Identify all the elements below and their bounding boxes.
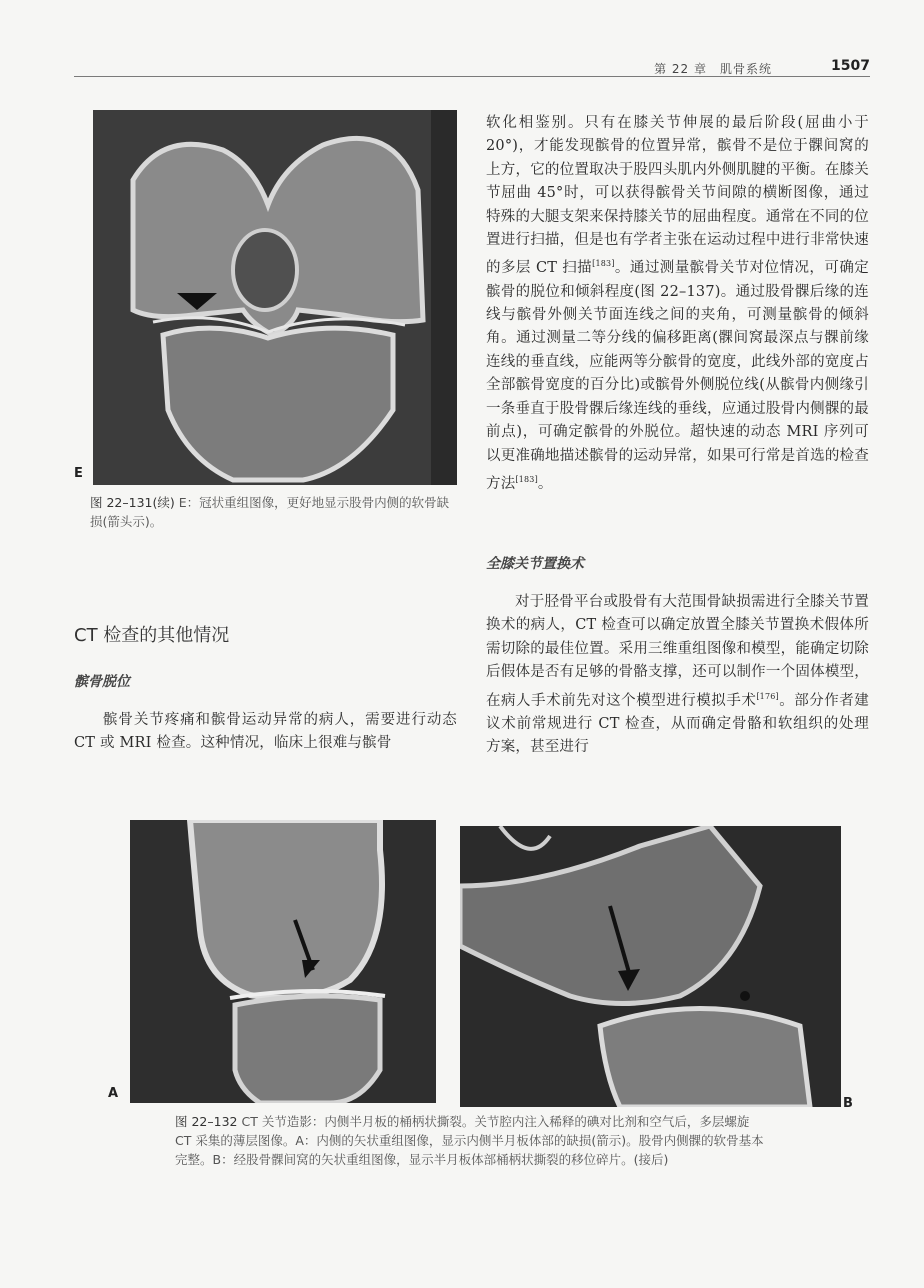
figure-131-caption-text: E：冠状重组图像，更好地显示股骨内侧的软骨缺损(箭头示)。 [90,495,450,529]
coronal-ct-knee [93,110,457,485]
figure-131-caption [90,493,460,531]
sagittal-ct-medial [130,820,436,1103]
body-text: 软化相鉴别。只有在膝关节伸展的最后阶段(屈曲小于 20°)，才能发现髌骨的位置异常，髌骨不是位于髁间窝的上方，它的位置取决于股四头肌内外侧肌腱的平衡。在膝关节屈曲 45°时，可以获得髌骨关节间隙的横断图像，通过特殊的大腿支架来保持膝关节的屈曲程度。通常在不同的位置进行扫描，但是也有学者主张在运动过程中进行非常快速的多层 CT 扫描 [486,115,869,277]
figure-132b-image [460,826,841,1107]
reference-mark: [176] [756,691,779,701]
header-rule [74,76,870,77]
figure-131-image [93,110,457,485]
figure-132-caption [175,1112,765,1169]
patellar-dislocation-subheading: 髌骨脱位 [74,674,130,690]
right-column-paragraph-2 [486,591,869,760]
body-text: 。通过测量髌骨关节对位情况，可确定髌骨的脱位和倾斜程度(图 22–137)。通过股骨髁后缘的连线与髌骨外侧关节面连线之间的夹角，可测量髌骨的倾斜角。通过测量二等分线的偏移距离(髁间窝最深点与髁前缘连线的垂直线，应能两等分髌骨的宽度，此线外部的宽度占全部髌骨宽度的百分比)或髌骨外侧脱位线(从髌骨内侧缘引一条垂直于股骨髁后缘连线的垂线，应通过股骨内侧髁的最前点)，可确定髌骨的外脱位。超快速的动态 MRI 序列可以更准确地描述髌骨的运动异常，如果可行常是首选的检查方法 [486,260,869,492]
body-text: 。 [537,475,553,492]
figure-131-panel-letter: E [74,466,83,481]
right-column-text-2 [486,591,869,760]
tka-subheading: 全膝关节置换术 [486,556,584,572]
sagittal-ct-intercondylar [460,826,841,1107]
figure-132-caption-text: CT 关节造影：内侧半月板的桶柄状撕裂。关节腔内注入稀释的碘对比剂和空气后，多层螺旋 CT 采集的薄层图像。A：内侧的矢状重组图像，显示内侧半月板体部的缺损(箭示)。股骨内侧髁的软骨基本完整。B：经股骨髁间窝的矢状重组图像，显示半月板体部桶柄状撕裂的移位碎片。(接后) [175,1114,764,1167]
body-text: 。部分作者建议术前常规进行 CT 检查，从而确定骨骼和软组织的处理方案，甚至进行 [486,692,869,756]
section-title: CT 检查的其他情况 [74,625,230,646]
reference-mark: [183] [592,259,615,269]
figure-132-caption-label: 图 22–132 [175,1114,238,1129]
left-column-paragraph: 髌骨关节疼痛和髌骨运动异常的病人，需要进行动态 CT 或 MRI 检查。这种情况，临床上很难与髌骨 [74,712,457,752]
body-text: 对于胫骨平台或股骨有大范围骨缺损需进行全膝关节置换术的病人，CT 检查可以确定放置全膝关节置换术假体所需切除的最佳位置。采用三维重组图像和模型，能确定切除后假体是否有足够的骨骼支撑，还可以制作一个固体模型，在病人手术前先对这个模型进行模拟手术 [486,594,869,709]
reference-mark: [183] [515,474,538,484]
left-column-text [74,709,457,756]
right-column-paragraph [486,112,869,496]
running-head: 第 22 章 肌骨系统 [654,62,772,76]
figure-132a-panel-letter: A [108,1086,119,1101]
right-column-text [486,112,869,496]
page-number: 1507 [831,58,870,74]
figure-132a-image [130,820,436,1103]
figure-132b-panel-letter: B [843,1096,853,1111]
figure-131-caption-label: 图 22–131(续) [90,495,175,510]
